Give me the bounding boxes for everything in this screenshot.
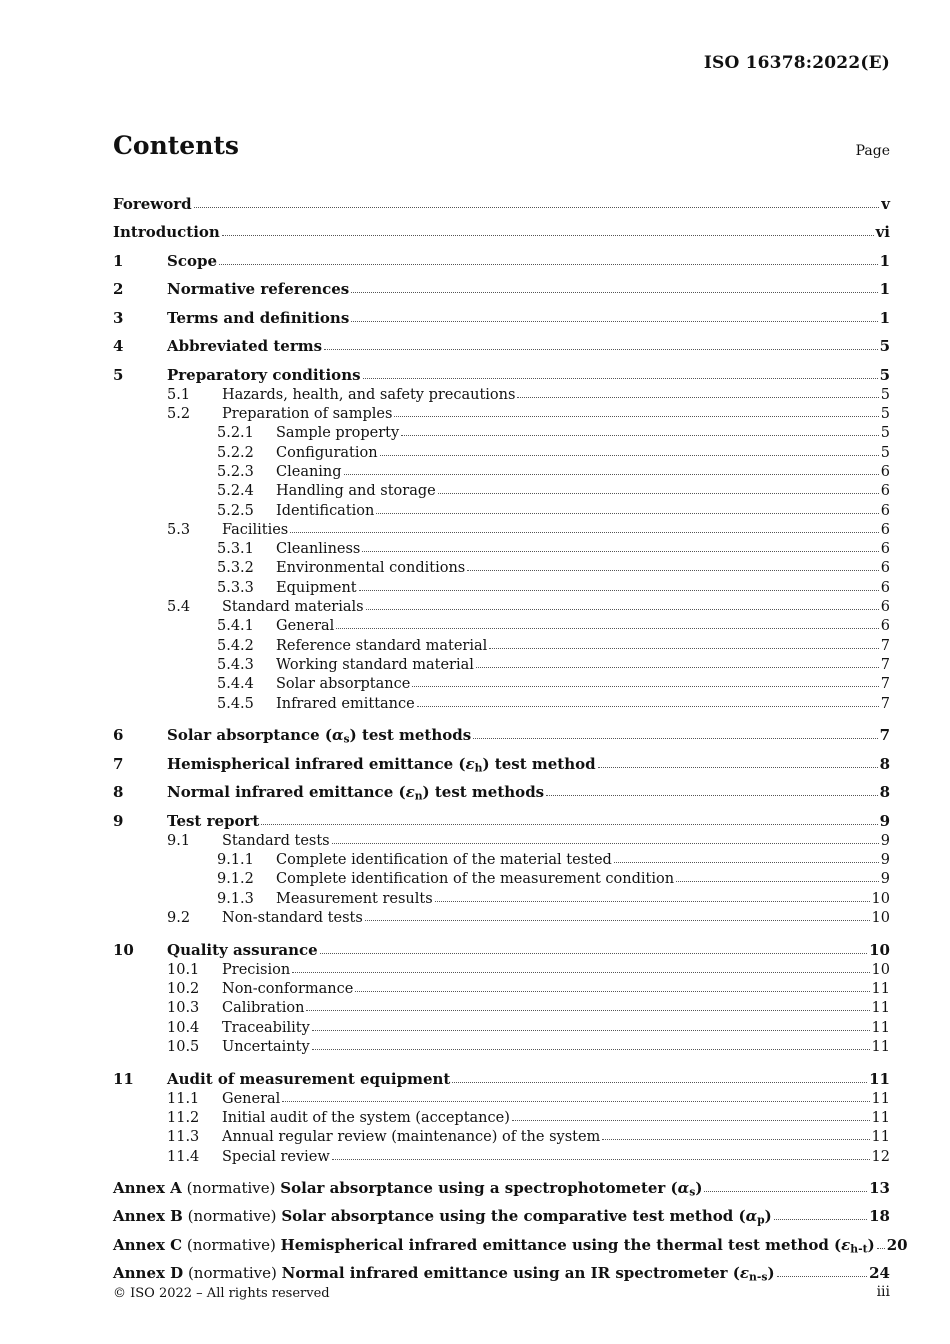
document-identifier: ISO 16378:2022(E) (703, 53, 890, 73)
toc-page: 10 (871, 961, 890, 978)
toc-number: 9.1.2 (217, 871, 254, 888)
toc-title: Complete identification of the material tested (276, 852, 612, 869)
toc-entry-5-1[interactable] (113, 384, 890, 403)
toc-title: Configuration (276, 444, 378, 461)
toc-entry-5-4-3[interactable] (113, 654, 890, 673)
leader-dots (401, 435, 879, 436)
leader-dots (312, 1049, 870, 1050)
toc-page: 5 (880, 425, 890, 442)
toc-page: 7 (879, 726, 890, 745)
toc-entry-2[interactable] (113, 270, 890, 299)
toc-page: 9 (879, 811, 890, 830)
leader-dots (222, 235, 874, 236)
toc-number: 9.1.1 (217, 852, 254, 869)
toc-page: 7 (880, 676, 890, 693)
leader-dots (394, 416, 878, 417)
toc-title: General (276, 618, 335, 635)
toc-entry-11-1[interactable] (113, 1088, 890, 1107)
leader-dots (312, 1030, 870, 1031)
toc-entry-9[interactable] (113, 801, 890, 830)
leader-dots (489, 648, 879, 649)
toc-entry-annex-c[interactable] (113, 1225, 908, 1256)
toc-title: Annex D (normative) Normal infrared emittance using an IR spectrometer $(\varepsilon_{n-s})$ (113, 1263, 775, 1284)
toc-title: Quality assurance (167, 940, 318, 959)
toc-entry-7[interactable] (113, 744, 890, 773)
toc-page: 1 (879, 251, 890, 270)
toc-entry-5-4-2[interactable] (113, 634, 890, 653)
leader-dots (774, 1219, 867, 1220)
toc-entry-5-3-3[interactable] (113, 576, 890, 595)
leader-dots (602, 1139, 869, 1140)
toc-entry-6[interactable] (113, 716, 890, 745)
toc-number: 2 (113, 280, 124, 298)
toc-page: 11 (871, 981, 890, 998)
toc-page: vi (875, 223, 890, 241)
toc-page: 8 (879, 783, 890, 802)
epsilon-symbol: ε (465, 754, 475, 773)
toc-page: 11 (871, 1000, 890, 1017)
toc-title: Normative references (167, 280, 350, 298)
toc-title: Test report (167, 811, 260, 830)
toc-entry-5-4-4[interactable] (113, 673, 890, 692)
toc-entry-9-1-2[interactable] (113, 868, 890, 887)
toc-page: v (881, 194, 890, 213)
toc-entry-11-3[interactable] (113, 1126, 890, 1145)
toc-page: 24 (869, 1263, 890, 1282)
leader-dots (467, 570, 879, 571)
leader-dots (598, 767, 878, 768)
toc-number: 9.1 (167, 832, 191, 849)
toc-entry-9-1-3[interactable] (113, 887, 890, 906)
toc-number: 5.4 (167, 599, 191, 616)
toc-number: 5.1 (167, 386, 191, 403)
toc-number: 4 (113, 337, 124, 355)
toc-page: 13 (869, 1179, 890, 1197)
toc-number: 9 (113, 811, 124, 830)
toc-title: Handling and storage (276, 483, 436, 500)
toc-page: 6 (880, 541, 890, 558)
toc-number: 11.1 (167, 1090, 200, 1107)
leader-dots (355, 991, 869, 992)
toc-page: 11 (871, 1129, 890, 1146)
leader-dots (412, 686, 878, 687)
toc-entry-10-5[interactable] (113, 1036, 890, 1055)
toc-number: 5.2.5 (217, 502, 254, 519)
toc-title: Annual regular review (maintenance) of the system (222, 1129, 601, 1146)
toc-page: 6 (880, 502, 890, 519)
leader-dots (194, 207, 880, 208)
toc-entry-11[interactable] (113, 1059, 890, 1088)
toc-page: 6 (880, 463, 890, 480)
alpha-symbol: α (331, 726, 344, 745)
leader-dots (261, 824, 877, 825)
toc-page: 5 (880, 386, 890, 403)
epsilon-symbol: ε (841, 1235, 851, 1254)
toc-entry-9-2[interactable] (113, 907, 890, 926)
toc-page: 6 (880, 483, 890, 500)
toc-number: 5.2.3 (217, 463, 254, 480)
toc-entry-5-4[interactable] (113, 596, 890, 615)
toc-title: Traceability (222, 1019, 310, 1036)
toc-title: Terms and definitions (167, 308, 350, 327)
leader-dots (362, 551, 878, 552)
toc-title: Preparation of samples (222, 406, 393, 423)
leader-dots (366, 609, 879, 610)
toc-entry-annex-b[interactable] (113, 1197, 890, 1225)
toc-entry-8[interactable] (113, 773, 890, 802)
toc-title: Standard tests (222, 832, 330, 849)
toc-number: 10 (113, 940, 134, 959)
toc-number: 10.2 (167, 981, 200, 998)
leader-dots (365, 920, 870, 921)
toc-title: Abbreviated terms (167, 337, 323, 355)
toc-entry-annex-a[interactable] (113, 1169, 890, 1197)
toc-title: Solar absorptance (276, 676, 411, 693)
toc-number: 5.3.1 (217, 541, 254, 558)
leader-dots (219, 264, 878, 265)
toc-title: Standard materials (222, 599, 364, 616)
toc-number: 5.2 (167, 406, 191, 423)
toc-title: Precision (222, 961, 291, 978)
toc-number: 11 (113, 1069, 134, 1088)
alpha-symbol: α (745, 1207, 758, 1226)
toc-title: Annex B (normative) Solar absorptance using the comparative test method $(\alpha_p)$ (113, 1207, 772, 1227)
toc-title: Annex A (normative) Solar absorptance using a spectrophotometer $(\alpha_s)$ (113, 1179, 703, 1199)
toc-entry-5-2-1[interactable] (113, 422, 890, 441)
leader-dots (877, 1248, 885, 1249)
leader-dots (332, 1159, 870, 1160)
leader-dots (363, 378, 878, 379)
toc-number: 5 (113, 365, 124, 384)
epsilon-symbol: ε (739, 1263, 750, 1282)
toc-page: 6 (880, 599, 890, 616)
toc-number: 10.1 (167, 961, 200, 978)
toc-entry-9-1[interactable] (113, 830, 890, 849)
toc-title: Cleanliness (276, 541, 361, 558)
toc-number: 1 (113, 251, 124, 270)
leader-dots (476, 667, 879, 668)
toc-number: 5.4.2 (217, 637, 254, 654)
toc-entry-11-4[interactable] (113, 1145, 890, 1164)
leader-dots (452, 1082, 867, 1083)
toc-entry-5-3-1[interactable] (113, 538, 890, 557)
toc-title: Special review (222, 1148, 330, 1165)
toc-entry-4[interactable] (113, 327, 890, 356)
toc-title: Working standard material (276, 656, 474, 673)
leader-dots (292, 972, 869, 973)
toc-page: 6 (880, 521, 890, 538)
toc-entry-5-4-1[interactable] (113, 615, 890, 634)
toc-number: 3 (113, 308, 124, 327)
toc-page: 9 (880, 871, 890, 888)
toc-entry-5-3[interactable] (113, 519, 890, 538)
toc-number: 10.5 (167, 1039, 200, 1056)
contents-title: Contents (113, 131, 240, 160)
toc-entry-1[interactable] (113, 241, 890, 270)
toc-number: 5.2.1 (217, 425, 254, 442)
toc-entry-3[interactable] (113, 298, 890, 327)
toc-page: 11 (871, 1039, 890, 1056)
toc-page: 9 (880, 832, 890, 849)
leader-dots (777, 1276, 868, 1277)
toc-title: Non-conformance (222, 981, 354, 998)
leader-dots (351, 292, 877, 293)
toc-title: Audit of measurement equipment (167, 1069, 451, 1088)
page-number: iii (876, 1284, 890, 1300)
toc-number: 9.2 (167, 910, 191, 927)
toc-number: 5.4.5 (217, 695, 254, 712)
toc-title: Infrared emittance (276, 695, 415, 712)
toc-entry-5-2-5[interactable] (113, 499, 890, 518)
toc-entry-5-2-2[interactable] (113, 441, 890, 460)
toc-page: 10 (871, 890, 890, 907)
toc-number: 11.3 (167, 1129, 200, 1146)
leader-dots (376, 513, 878, 514)
toc-number: 6 (113, 726, 124, 745)
toc-number: 5.3.3 (217, 579, 254, 596)
table-of-contents (113, 184, 908, 1284)
leader-dots (332, 843, 879, 844)
copyright-notice: © ISO 2022 – All rights reserved (113, 1286, 330, 1301)
toc-page: 18 (869, 1207, 890, 1226)
toc-page: 1 (879, 308, 890, 327)
toc-entry-11-2[interactable] (113, 1107, 890, 1126)
toc-number: 10.3 (167, 1000, 200, 1017)
leader-dots (417, 706, 879, 707)
page-column-label: Page (855, 143, 890, 159)
toc-title: Environmental conditions (276, 560, 466, 577)
leader-dots (306, 1010, 869, 1011)
toc-title: Non-standard tests (222, 910, 363, 927)
toc-entry-foreword[interactable] (113, 184, 890, 213)
toc-entry-10-4[interactable] (113, 1016, 890, 1035)
toc-number: 10.4 (167, 1019, 200, 1036)
toc-title: Equipment (276, 579, 357, 596)
toc-title: Annex C (normative) Hemispherical infrared emittance using the thermal test method $(\varepsilon_{h-t})$ (113, 1235, 875, 1256)
toc-title: Identification (276, 502, 375, 519)
toc-number: 5.2.2 (217, 444, 254, 461)
toc-page: 7 (880, 695, 890, 712)
toc-entry-annex-d[interactable] (113, 1254, 890, 1282)
toc-page: 10 (869, 940, 890, 959)
leader-dots (438, 493, 879, 494)
toc-page: 11 (869, 1069, 890, 1088)
toc-title: Measurement results (276, 890, 433, 907)
toc-page: 8 (879, 754, 890, 773)
leader-dots (290, 532, 879, 533)
leader-dots (351, 321, 877, 322)
toc-title: Preparatory conditions (167, 365, 361, 384)
leader-dots (614, 862, 879, 863)
toc-entry-9-1-1[interactable] (113, 849, 890, 868)
toc-page: 11 (871, 1090, 890, 1107)
epsilon-symbol: ε (405, 783, 415, 802)
toc-page: 7 (880, 656, 890, 673)
toc-title: Cleaning (276, 463, 342, 480)
leader-dots (344, 474, 879, 475)
toc-page: 7 (880, 637, 890, 654)
toc-page: 5 (879, 365, 890, 384)
toc-number: 11.2 (167, 1110, 200, 1127)
toc-title: Complete identification of the measurement condition (276, 871, 675, 888)
leader-dots (517, 397, 878, 398)
leader-dots (282, 1101, 869, 1102)
toc-page: 12 (871, 1148, 890, 1165)
toc-page: 6 (880, 579, 890, 596)
toc-title: Uncertainty (222, 1039, 310, 1056)
toc-page: 5 (879, 337, 890, 355)
leader-dots (336, 628, 878, 629)
toc-number: 8 (113, 783, 124, 802)
leader-dots (359, 590, 879, 591)
toc-number: 5.3 (167, 521, 191, 538)
toc-entry-introduction[interactable] (113, 213, 890, 242)
toc-entry-5-2-3[interactable] (113, 461, 890, 480)
toc-entry-10[interactable] (113, 930, 890, 959)
toc-title: Normal infrared emittance $(\varepsilon_n)$ test methods (167, 783, 545, 803)
toc-title: Reference standard material (276, 637, 488, 654)
toc-page: 9 (880, 852, 890, 869)
toc-entry-5-2-4[interactable] (113, 480, 890, 499)
leader-dots (380, 455, 879, 456)
toc-number: 9.1.3 (217, 890, 254, 907)
toc-entry-5-3-2[interactable] (113, 557, 890, 576)
toc-page: 11 (871, 1019, 890, 1036)
toc-title: Hazards, health, and safety precautions (222, 386, 516, 403)
leader-dots (704, 1191, 867, 1192)
toc-entry-10-3[interactable] (113, 997, 890, 1016)
toc-page: 5 (880, 444, 890, 461)
toc-title: Scope (167, 251, 218, 270)
toc-title: Introduction (113, 223, 220, 241)
toc-page: 11 (871, 1110, 890, 1127)
toc-page: 5 (880, 406, 890, 423)
toc-title: Solar absorptance $(\alpha_s)$ test methods (167, 726, 472, 746)
toc-number: 7 (113, 754, 124, 773)
toc-entry-5-2[interactable] (113, 403, 890, 422)
toc-number: 11.4 (167, 1148, 200, 1165)
toc-page: 20 (886, 1235, 908, 1254)
toc-number: 5.4.1 (217, 618, 254, 635)
leader-dots (676, 881, 879, 882)
leader-dots (324, 349, 877, 350)
toc-page: 10 (871, 910, 890, 927)
leader-dots (473, 738, 877, 739)
toc-number: 5.3.2 (217, 560, 254, 577)
alpha-symbol: α (677, 1179, 690, 1197)
toc-entry-5[interactable] (113, 355, 890, 384)
toc-title: Facilities (222, 521, 289, 538)
leader-dots (320, 953, 867, 954)
leader-dots (546, 795, 877, 796)
toc-entry-10-1[interactable] (113, 959, 890, 978)
toc-title: Initial audit of the system (acceptance) (222, 1110, 510, 1127)
toc-title: General (222, 1090, 281, 1107)
toc-title: Sample property (276, 425, 400, 442)
toc-entry-10-2[interactable] (113, 978, 890, 997)
toc-number: 5.4.4 (217, 676, 254, 693)
toc-title: Foreword (113, 194, 192, 213)
leader-dots (435, 901, 870, 902)
leader-dots (512, 1120, 870, 1121)
toc-number: 5.2.4 (217, 483, 254, 500)
toc-page: 6 (880, 560, 890, 577)
toc-entry-5-4-5[interactable] (113, 692, 890, 711)
toc-page: 6 (880, 618, 890, 635)
toc-number: 5.4.3 (217, 656, 254, 673)
toc-title: Calibration (222, 1000, 305, 1017)
toc-title: Hemispherical infrared emittance $(\varepsilon_h)$ test method (167, 754, 596, 775)
toc-page: 1 (879, 280, 890, 298)
